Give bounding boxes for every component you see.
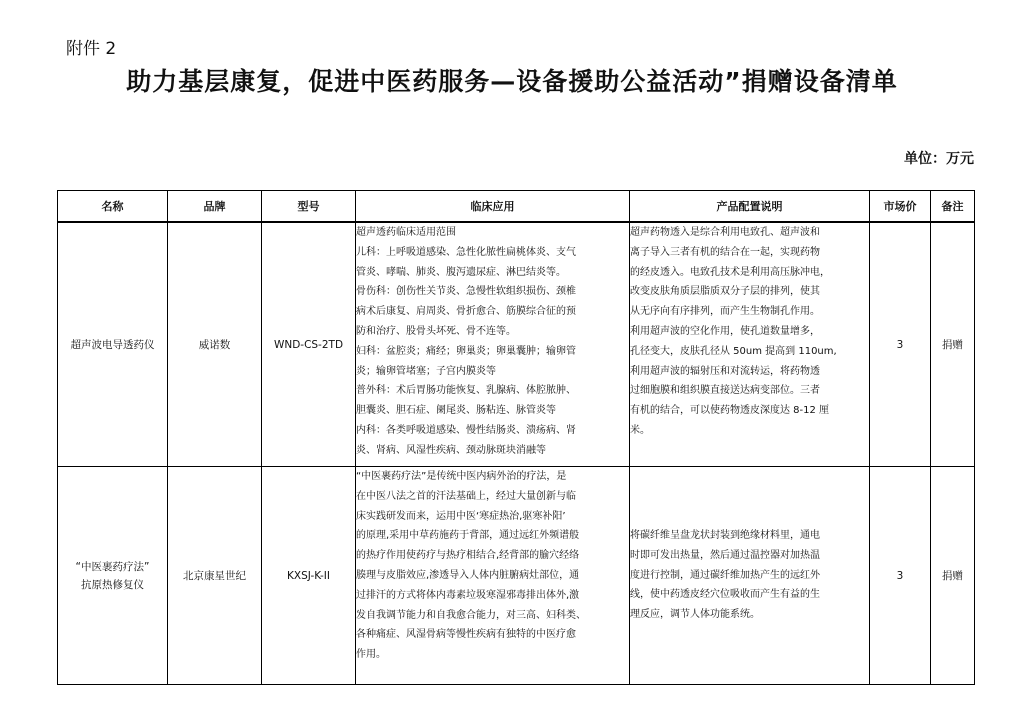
cell-brand: 北京康星世纪 [168, 467, 262, 685]
clinical-line: 床实践研发而来，运用中医‘寒症热治,驱寒补阳’ [356, 510, 566, 522]
document-title: 助力基层康复，促进中医药服务—设备援助公益活动”捐赠设备清单 [126, 67, 898, 96]
header-remark: 备注 [931, 191, 975, 223]
attachment-label: 附件 2 [66, 39, 117, 59]
cell-price: 3 [870, 222, 931, 467]
header-config: 产品配置说明 [630, 191, 870, 223]
clinical-line: “中医裹药疗法”是传统中医内病外治的疗法，是 [356, 471, 567, 482]
clinical-line: 各种痛症、风湿骨病等慢性疾病有独特的中医疗愈 [356, 629, 576, 641]
clinical-line: 骨伤科：创伤性关节炎、急慢性软组织损伤、颈椎 [356, 286, 576, 298]
clinical-line: 腠理与皮脂效应,渗透导入人体内脏腑病灶部位，通 [356, 569, 580, 581]
config-line: 改变皮肤角质层脂质双分子层的排列，使其 [630, 286, 820, 298]
config-line: 的经皮透入。电致孔技术是利用高压脉冲电， [630, 266, 830, 278]
config-line: 从无序向有序排列，而产生生物制孔作用。 [630, 306, 820, 318]
cell-remark: 捐赠 [931, 222, 975, 467]
table-row [58, 467, 975, 685]
config-line: 度进行控制，通过碳纤维加热产生的远红外 [630, 569, 820, 581]
table-row [58, 222, 975, 467]
cell-config [630, 222, 870, 467]
config-line: 有机的结合，可以使药物透皮深度达 8-12 厘 [630, 405, 830, 417]
config-line: 将碳纤维呈盘龙状封装到绝缘材料里，通电 [630, 530, 820, 541]
config-line: 时即可发出热量，然后通过温控器对加热温 [630, 549, 820, 561]
config-line: 理反应，调节人体功能系统。 [630, 609, 760, 621]
clinical-line: 的原理,采用中草药施药于背部，通过远红外频谱般 [356, 530, 580, 542]
config-line: 利用超声波的空化作用，使孔道数量增多， [630, 325, 820, 337]
clinical-line: 儿科：上呼吸道感染、急性化脓性扁桃体炎、支气 [356, 246, 576, 258]
cell-price: 3 [870, 467, 931, 685]
cell-brand: 威诺数 [168, 222, 262, 467]
clinical-line: 作用。 [356, 649, 386, 661]
clinical-line: 在中医八法之首的汗法基础上，经过大量创新与临 [356, 490, 576, 502]
config-line: 超声药物透入是综合利用电致孔、超声波和 [630, 227, 820, 238]
cell-config [630, 467, 870, 685]
cell-model: WND-CS-2TD [262, 222, 356, 467]
header-price: 市场价 [870, 191, 931, 223]
clinical-line: 炎；输卵管堵塞；子宫内膜炎等 [356, 365, 496, 377]
clinical-line: 超声透药临床适用范围 [356, 227, 456, 238]
name-line: “中医裹药疗法” [75, 560, 150, 573]
config-line: 孔径变大，皮肤孔径从 50um 提高到 110um, [630, 345, 837, 357]
name-line: 抗原热修复仪 [81, 578, 144, 591]
cell-remark: 捐赠 [931, 467, 975, 685]
config-line: 线，使中药透皮经穴位吸收而产生有益的生 [630, 589, 820, 601]
config-line: 利用超声波的辐射压和对流转运，将药物透 [630, 365, 820, 377]
config-line: 过细胞膜和组织膜直接送达病变部位。三者 [630, 385, 820, 397]
table-header-row [58, 191, 975, 223]
cell-clinical [356, 222, 630, 467]
header-name: 名称 [58, 191, 168, 223]
cell-model: KXSJ-K-II [262, 467, 356, 685]
clinical-line: 的热疗作用使药疗与热疗相结合,经背部的腧穴经络 [356, 550, 580, 562]
cell-clinical [356, 467, 630, 685]
config-line: 米。 [630, 424, 650, 436]
clinical-line: 妇科：盆腔炎；痛经；卵巢炎；卵巢囊肿；输卵管 [356, 345, 576, 357]
unit-label: 单位：万元 [904, 151, 974, 167]
header-clinical: 临床应用 [356, 191, 630, 223]
donation-equipment-table [57, 190, 975, 685]
clinical-line: 内科：各类呼吸道感染、慢性结肠炎、溃疡病、肾 [356, 424, 576, 436]
config-line: 离子导入三者有机的结合在一起，实现药物 [630, 246, 820, 258]
cell-name [58, 467, 168, 685]
clinical-line: 过排汗的方式将体内毒素垃圾寒湿邪毒排出体外,激 [356, 589, 580, 601]
clinical-line: 普外科：术后胃肠功能恢复、乳腺病、体腔脓肿、 [356, 385, 576, 397]
clinical-line: 管炎、哮喘、肺炎、腹泻遗尿症、淋巴结炎等。 [356, 266, 566, 278]
cell-name: 超声波电导透药仪 [58, 222, 168, 467]
clinical-line: 发自我调节能力和自我愈合能力，对三高、妇科类、 [356, 609, 586, 621]
header-brand: 品牌 [168, 191, 262, 223]
header-model: 型号 [262, 191, 356, 223]
clinical-line: 炎、肾病、风湿性疾病、颈动脉斑块消融等 [356, 444, 546, 456]
clinical-line: 防和治疗、股骨头坏死、骨不连等。 [356, 325, 516, 337]
clinical-line: 胆囊炎、胆石症、阑尾炎、肠粘连、脉管炎等 [356, 405, 556, 417]
clinical-line: 病术后康复、肩周炎、骨折愈合、筋膜综合征的预 [356, 306, 576, 318]
